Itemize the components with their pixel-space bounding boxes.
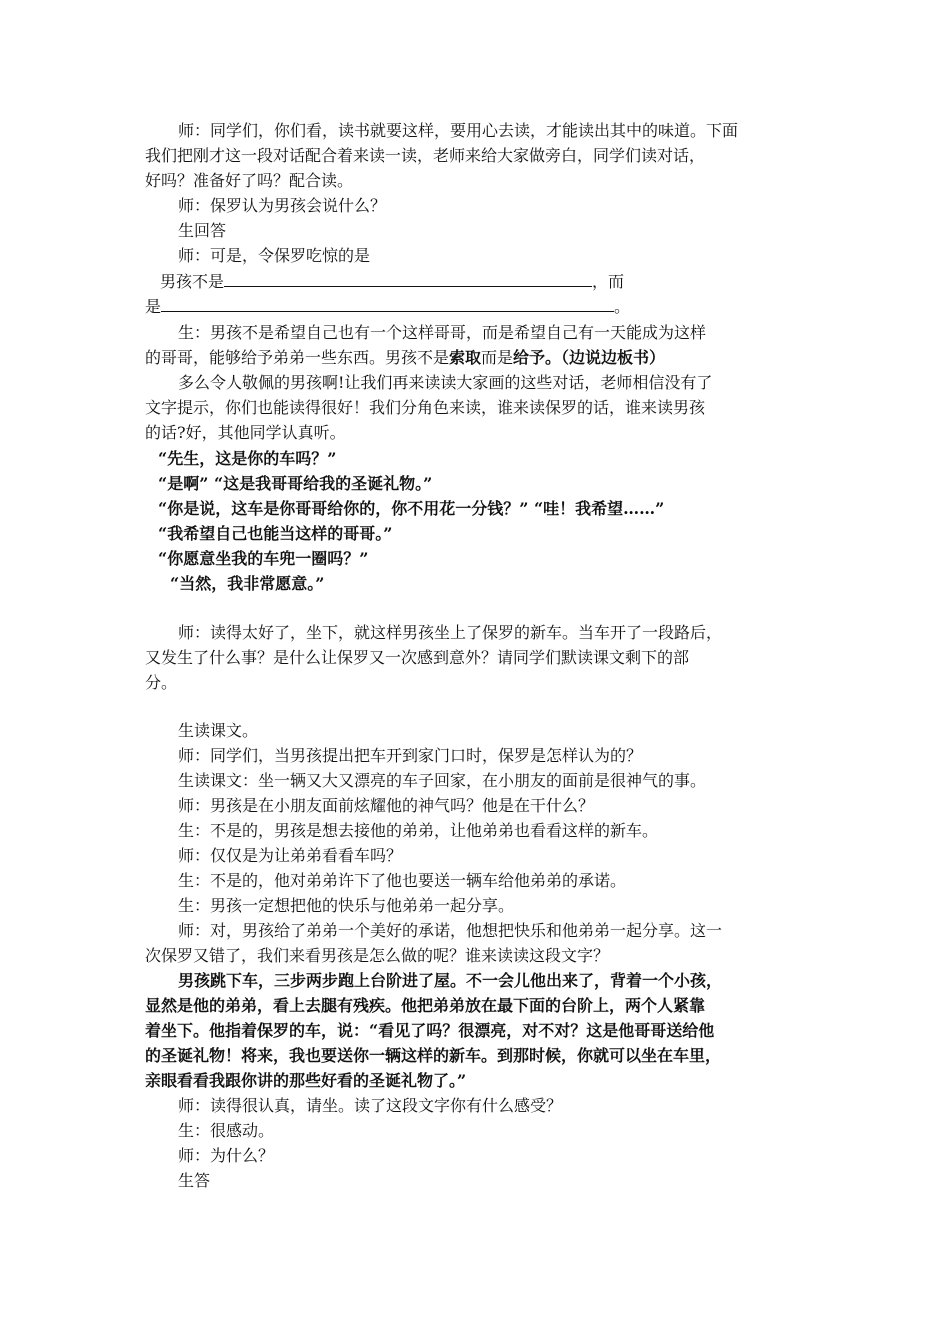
bold-passage-line: 着坐下。他指着保罗的车，说：“看见了吗？很漂亮，对不对？这是他哥哥送给他	[145, 1021, 715, 1040]
text-line: 好吗？准备好了吗？配合读。	[145, 171, 354, 190]
dialog-line: “你是说，这车是你哥哥给你的，你不用花一分钱？” “哇！我希望……”	[158, 499, 665, 518]
text-line: 生：不是的，他对弟弟许下了他也要送一辆车给他弟弟的承诺。	[178, 871, 627, 890]
text-line: 生：男孩不是希望自己也有一个这样哥哥，而是希望自己有一天能成为这样	[178, 323, 707, 342]
blank-suffix: ，而	[592, 272, 625, 291]
text-line: 生：男孩一定想把他的快乐与他弟弟一起分享。	[178, 896, 515, 915]
text-line: 我们把刚才这一段对话配合着来读一读，老师来给大家做旁白，同学们读对话，	[145, 146, 706, 165]
blank-prefix: 男孩不是	[160, 272, 225, 291]
bold-passage-line: 的圣诞礼物！将来，我也要送你一辆这样的新车。到那时候，你就可以坐在车里，	[145, 1046, 722, 1065]
text-line: 师：读得太好了，坐下，就这样男孩坐上了保罗的新车。当车开了一段路后，	[178, 623, 723, 642]
dialog-line: “先生，这是你的车吗？”	[158, 449, 337, 468]
text-line: 师：对，男孩给了弟弟一个美好的承诺，他想把快乐和他弟弟一起分享。这一	[178, 921, 723, 940]
text-line: 师：保罗认为男孩会说什么？	[178, 196, 387, 215]
text-line: 师：男孩是在小朋友面前炫耀他的神气吗？他是在干什么？	[178, 796, 595, 815]
text-line: 师：同学们，当男孩提出把车开到家门口时，保罗是怎样认为的？	[178, 746, 643, 765]
text-line: 生：很感动。	[178, 1121, 275, 1140]
fill-blank-line	[160, 270, 642, 293]
text-line: 生：不是的，男孩是想去接他的弟弟，让他弟弟也看看这样的新车。	[178, 821, 659, 840]
text-line: 师：为什么？	[178, 1146, 275, 1165]
text-line	[145, 347, 665, 369]
text-line: 分。	[145, 673, 178, 692]
text-line: 师：仅仅是为让弟弟看看车吗？	[178, 846, 403, 865]
text-line: 师：读得很认真，请坐。读了这段文字你有什么感受？	[178, 1096, 563, 1115]
text-line: 师：同学们，你们看，读书就要这样，要用心去读，才能读出其中的味道。下面	[178, 121, 739, 140]
dialog-line: “你愿意坐我的车兜一圈吗？”	[158, 549, 369, 568]
text-line: 生读课文。	[178, 721, 259, 740]
bold-passage-line: 显然是他的弟弟，看上去腿有残疾。他把弟弟放在最下面的台阶上，两个人紧靠	[145, 996, 706, 1015]
plain-text: 而是	[481, 348, 514, 367]
text-line: 次保罗又错了，我们来看男孩是怎么做的呢？谁来读读这段文字？	[145, 946, 610, 965]
bold-passage-line: 男孩跳下车，三步两步跑上台阶进了屋。不一会儿他出来了，背着一个小孩，	[178, 971, 723, 990]
answer-blank	[161, 295, 614, 312]
text-line: 又发生了什么事？是什么让保罗又一次感到意外？请同学们默读课文剩下的部	[145, 648, 690, 667]
blank-suffix: 。	[614, 297, 631, 316]
text-line: 生回答	[178, 221, 227, 240]
plain-text: 的哥哥，能够给予弟弟一些东西。男孩不是	[145, 348, 450, 367]
text-line: 的话?好，其他同学认真听。	[145, 423, 346, 442]
bold-passage-line: 亲眼看看我跟你讲的那些好看的圣诞礼物了。”	[145, 1071, 467, 1090]
dialog-line: “我希望自己也能当这样的哥哥。”	[158, 524, 393, 543]
dialog-line: “是啊” “这是我哥哥给我的圣诞礼物。”	[158, 474, 433, 493]
text-line: 文字提示，你们也能读得很好！我们分角色来读，谁来读保罗的话，谁来读男孩	[145, 398, 706, 417]
text-line: 师：可是，令保罗吃惊的是	[178, 246, 371, 265]
text-line: 生答	[178, 1171, 211, 1190]
bold-text: 索取	[449, 348, 482, 367]
text-line: 多么令人敬佩的男孩啊!让我们再来读读大家画的这些对话，老师相信没有了	[178, 373, 713, 392]
blank-prefix: 是	[145, 297, 162, 316]
bold-text: 给予。（边说边板书）	[513, 348, 666, 367]
text-line: 生读课文：坐一辆又大又漂亮的车子回家，在小朋友的面前是很神气的事。	[178, 771, 707, 790]
answer-blank	[224, 270, 592, 287]
dialog-line: “当然，我非常愿意。”	[170, 574, 325, 593]
fill-blank-line	[145, 295, 630, 318]
